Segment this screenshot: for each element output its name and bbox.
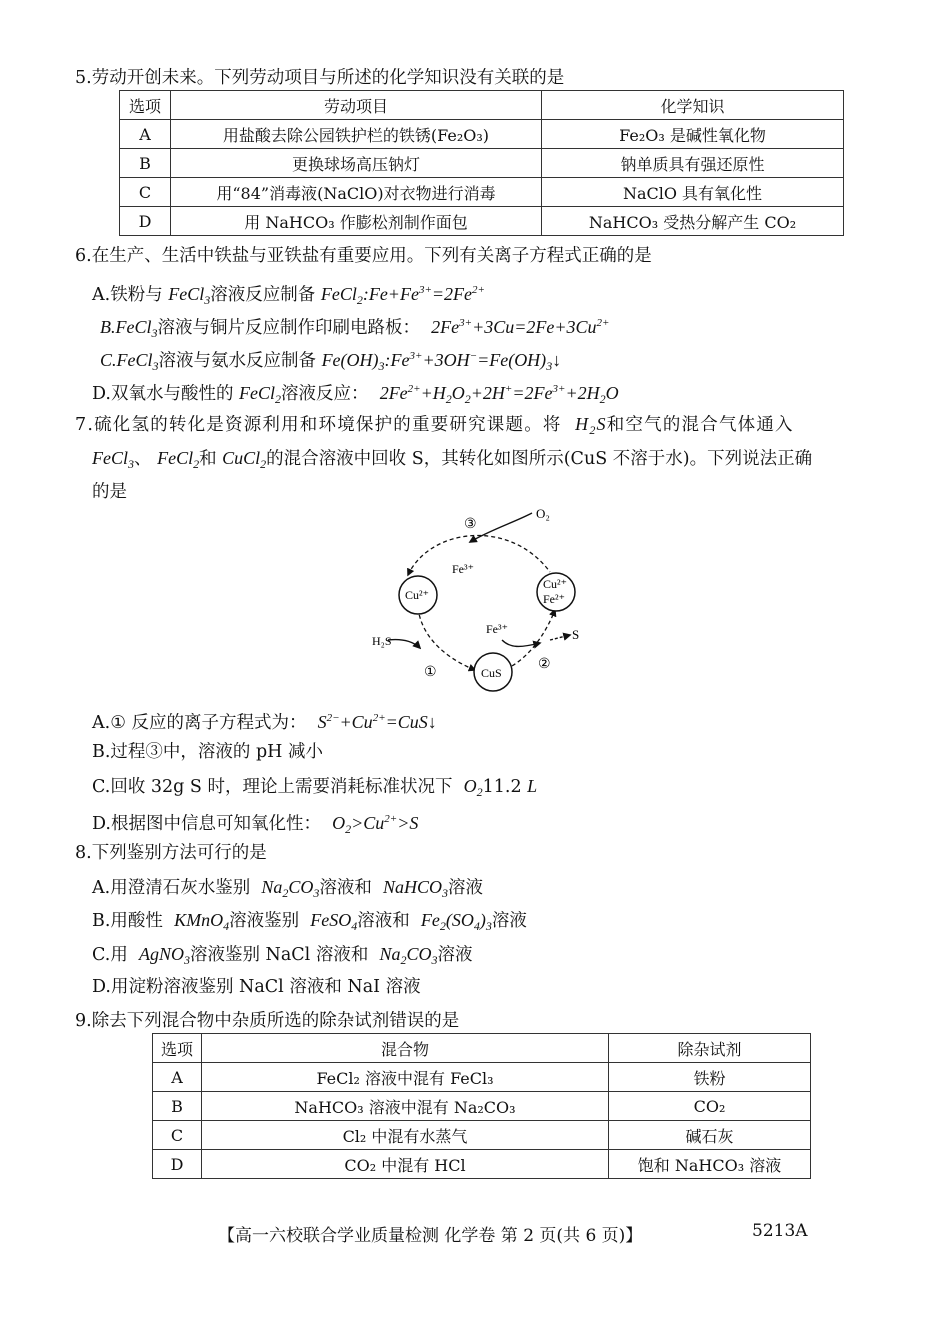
- q7-cycle-diagram: [360, 500, 600, 695]
- q9-header-option: 选项: [153, 1034, 202, 1063]
- q9-row-b-reagent: CO₂: [609, 1092, 811, 1121]
- q5-row-d-knowledge: NaHCO₃ 受热分解产生 CO₂: [542, 207, 844, 236]
- q7-option-c: C.回收 32g S 时，理论上需要消耗标准状况下 $O_211.2$ L: [92, 776, 538, 799]
- q8-option-b-text: B.用酸性: [92, 911, 163, 931]
- q7-stem-part1: 7.硫化氢的转化是资源利用和环境保护的重要研究课题。将: [75, 415, 562, 435]
- q5-header-item: 劳动项目: [171, 91, 542, 120]
- q8-option-a-sol: 溶液: [448, 878, 484, 898]
- q8-option-b-sol: 溶液: [491, 911, 527, 931]
- q7-option-c-value: 11.2: [482, 777, 522, 797]
- q5-row-b-item: 更换球场高压钠灯: [171, 149, 542, 178]
- q7-stem-part2: 和空气的混合气体通入: [606, 415, 794, 435]
- q7-stem-sep1: 、: [134, 449, 152, 469]
- q5-row-a-knowledge: Fe₂O₃ 是碱性氧化物: [542, 120, 844, 149]
- footer-code: 5213A: [752, 1221, 808, 1241]
- q7-option-c-text: C.回收 32g S 时，理论上需要消耗标准状况下: [92, 777, 453, 797]
- q8-option-c-mid: 溶液鉴别 NaCl 溶液和: [189, 945, 369, 965]
- q7-option-d: D.根据图中信息可知氧化性： $O_2>Cu^{2+}>S$: [92, 813, 419, 836]
- cu-left-label: Cu²⁺: [405, 588, 429, 602]
- s-label: S: [572, 627, 580, 642]
- q8-option-b-mid: 溶液鉴别: [229, 911, 300, 931]
- q5-stem: 5.劳动开创未来。下列劳动项目与所述的化学知识没有关联的是: [75, 68, 565, 88]
- step3-label: ③: [464, 517, 477, 532]
- cycle-arc-left: [418, 608, 475, 670]
- h2s-label: H₂S: [372, 634, 392, 648]
- q6-option-d-mid: 溶液反应：: [281, 384, 369, 404]
- q9-row-a-reagent: 铁粉: [609, 1063, 811, 1092]
- q8-option-a-text: A.用澄清石灰水鉴别: [92, 878, 251, 898]
- step1-label: ①: [424, 665, 437, 680]
- q6-option-b: B.FeCl$_3$溶液与铜片反应制作印刷电路板： $2Fe^{3+}+3Cu=2Fe+3Cu^{2+}$: [100, 317, 610, 340]
- q7-option-a-text: A.① 反应的离子方程式为：: [92, 713, 307, 733]
- fe2-right-label: Fe²⁺: [543, 592, 565, 606]
- q8-option-d: D.用淀粉溶液鉴别 NaCl 溶液和 NaI 溶液: [92, 977, 421, 997]
- q8-option-c-text: C.用: [92, 945, 128, 965]
- o2-label: O₂: [536, 506, 550, 521]
- q8-option-a: A.用澄清石灰水鉴别 $Na_2CO_3$溶液和 NaHCO$_3$溶液: [92, 877, 484, 900]
- q6-option-d-text: D.双氧水与酸性的: [92, 384, 240, 404]
- q9-row-d-mixture: CO₂ 中混有 HCl: [202, 1150, 609, 1179]
- fe3-top-label: Fe³⁺: [452, 562, 474, 576]
- q9-row-a-mixture: FeCl₂ 溶液中混有 FeCl₃: [202, 1063, 609, 1092]
- q5-row-c-option: C: [120, 178, 171, 207]
- q6-option-d: D.双氧水与酸性的 FeCl$_2$溶液反应： $2Fe^{2+}+H_2O_2+2H^+=2Fe^{3+}+2H_2O$: [92, 383, 619, 406]
- q6-option-c-text: 溶液与氨水反应制备: [158, 351, 322, 371]
- q8-option-b: B.用酸性 KMnO$_4$溶液鉴别 FeSO$_4$溶液和 $Fe_2(SO_4)_3$溶液: [92, 910, 527, 933]
- cycle-arc-top: [408, 535, 550, 575]
- q5-header-knowledge: 化学知识: [542, 91, 844, 120]
- q9-row-c-mixture: Cl₂ 中混有水蒸气: [202, 1121, 609, 1150]
- q9-header-reagent: 除杂试剂: [609, 1034, 811, 1063]
- q5-table: [119, 90, 844, 236]
- q6-stem: 6.在生产、生活中铁盐与亚铁盐有重要应用。下列有关离子方程式正确的是: [75, 246, 652, 266]
- q9-header-mixture: 混合物: [202, 1034, 609, 1063]
- q9-row-c-reagent: 碱石灰: [609, 1121, 811, 1150]
- q5-row-d-item: 用 NaHCO₃ 作膨松剂制作面包: [171, 207, 542, 236]
- o2-arrow: [470, 513, 532, 542]
- q5-row-b-knowledge: 钠单质具有强还原性: [542, 149, 844, 178]
- q6-option-a-text: A.铁粉与: [92, 285, 169, 305]
- q8-option-c-sol: 溶液: [437, 945, 473, 965]
- q5-row-a-option: A: [120, 120, 171, 149]
- q5-header-option: 选项: [120, 91, 171, 120]
- q7-stem-line3: 的是: [92, 482, 127, 502]
- q5-row-b-option: B: [120, 149, 171, 178]
- q9-table: [152, 1033, 811, 1179]
- q6-option-a-mid: 溶液反应制备: [210, 285, 321, 305]
- footer-title: 【高一六校联合学业质量检测 化学卷 第 2 页(共 6 页)】: [218, 1226, 643, 1246]
- q5-row-c-knowledge: NaClO 具有氧化性: [542, 178, 844, 207]
- q9-row-b-mixture: NaHCO₃ 溶液中混有 Na₂CO₃: [202, 1092, 609, 1121]
- q9-row-d-reagent: 饱和 NaHCO₃ 溶液: [609, 1150, 811, 1179]
- q7-stem-line1: 7.硫化氢的转化是资源利用和环境保护的重要研究课题。将 $H_2S$和空气的混合气体通入: [75, 414, 794, 437]
- q9-row-c-option: C: [153, 1121, 202, 1150]
- step2-label: ②: [538, 657, 551, 672]
- q7-stem-line2: FeCl$_3$、 FeCl$_2$和 CuCl$_2$的混合溶液中回收 S，其转化如图所示(CuS 不溶于水)。下列说法正确: [92, 448, 813, 471]
- q6-option-c: C.FeCl$_3$溶液与氨水反应制备 $Fe(OH)_3:Fe^{3+}+3OH^-=Fe(OH)_3↓$: [100, 350, 562, 373]
- fe3-bottom-label: Fe³⁺: [486, 622, 508, 636]
- q8-stem: 8.下列鉴别方法可行的是: [75, 843, 267, 863]
- q7-stem-sep2: 和: [199, 449, 217, 469]
- q5-row-d-option: D: [120, 207, 171, 236]
- q7-option-a: A.① 反应的离子方程式为： $S^{2-}+Cu^{2+}=CuS↓$: [92, 712, 437, 733]
- cu-right-label: Cu²⁺: [543, 577, 567, 591]
- q8-option-b-and: 溶液和: [357, 911, 410, 931]
- q5-row-c-item: 用“84”消毒液(NaClO)对衣物进行消毒: [171, 178, 542, 207]
- q9-row-b-option: B: [153, 1092, 202, 1121]
- q8-option-c: C.用 AgNO$_3$溶液鉴别 NaCl 溶液和 $Na_2CO_3$溶液: [92, 944, 473, 967]
- q6-option-b-text: 溶液与铜片反应制作印刷电路板：: [157, 318, 420, 338]
- q8-option-a-and: 溶液和: [319, 878, 372, 898]
- s-arrow: [550, 635, 570, 640]
- q9-stem: 9.除去下列混合物中杂质所选的除杂试剂错误的是: [75, 1011, 460, 1031]
- q7-option-b: B.过程③中，溶液的 pH 减小: [92, 742, 324, 762]
- q6-option-a: A.铁粉与 FeCl$_3$溶液反应制备 $FeCl_2:Fe+Fe^{3+}=2Fe^{2+}$: [92, 284, 485, 307]
- q7-option-d-text: D.根据图中信息可知氧化性：: [92, 814, 321, 834]
- q7-stem-part3: 的混合溶液中回收 S，其转化如图所示(CuS 不溶于水)。下列说法正确: [266, 449, 813, 469]
- cus-label: CuS: [481, 666, 502, 680]
- q5-row-a-item: 用盐酸去除公园铁护栏的铁锈(Fe₂O₃): [171, 120, 542, 149]
- q9-row-d-option: D: [153, 1150, 202, 1179]
- h2s-arrow: [388, 640, 420, 648]
- q9-row-a-option: A: [153, 1063, 202, 1092]
